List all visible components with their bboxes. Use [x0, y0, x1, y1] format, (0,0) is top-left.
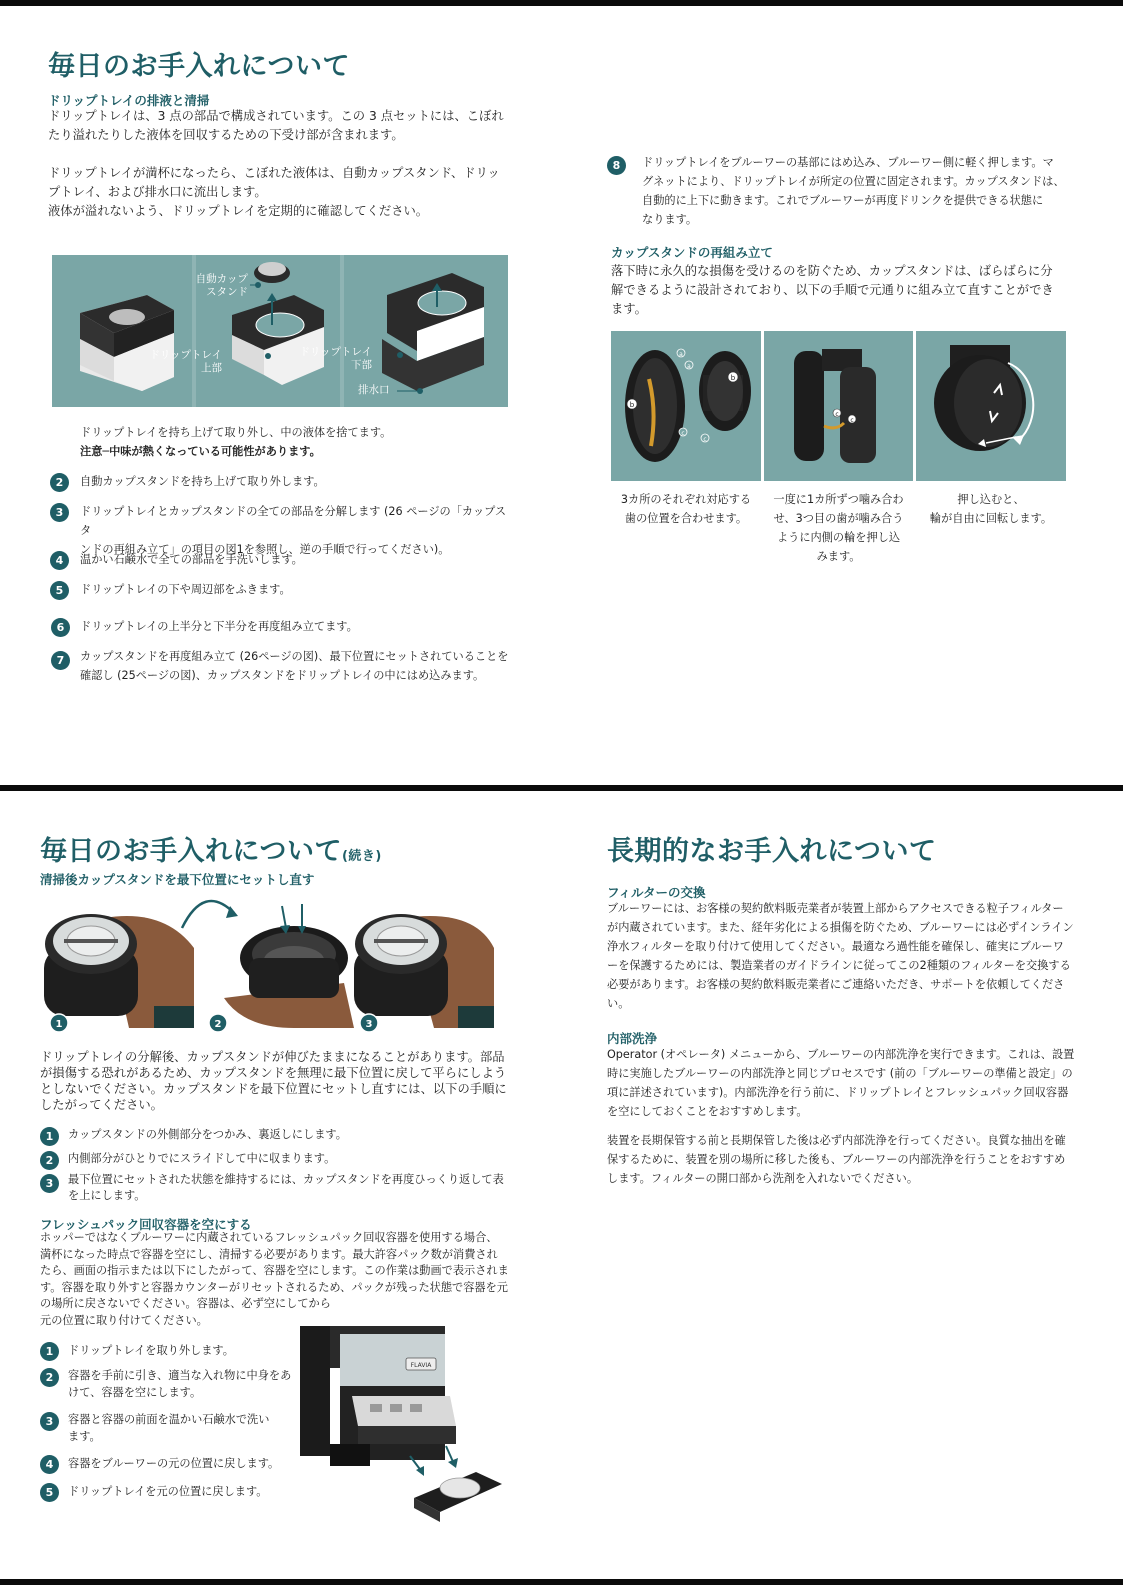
- mark-c: c: [703, 436, 707, 443]
- text-line: 必要があります。お客様の契約飲料販売業者にご連絡いただき、サポートを依頼してくださ: [607, 978, 1065, 991]
- cup-stand-rotate-illustration: [916, 331, 1066, 481]
- text-line: みます。: [816, 550, 861, 563]
- freshpack-step-5-text: [68, 1482, 267, 1501]
- text-line: 内側部分がひとりでにスライドして中に収まります。: [68, 1152, 336, 1165]
- text-line: ドリップトレイとカップスタンドの全ての部品を分解します (26 ページの「カップスタ: [80, 505, 507, 537]
- step-1: [80, 423, 510, 461]
- step-number-badge: 7: [51, 651, 70, 670]
- drip-tray-intro: [48, 107, 518, 145]
- auto-cup-stand-label: [180, 273, 248, 299]
- hot-contents-warning: 注意─中味が熱くなっている可能性があります。: [80, 445, 321, 458]
- step-2-text: [80, 472, 325, 491]
- text-line: 浄水フィルターを取り付けて使用してください。最適なろ過性能を確保し、確実にブルーワ: [607, 940, 1064, 953]
- text-line: 容器をブルーワーの元の位置に戻します。: [68, 1457, 280, 1470]
- title-suffix: (続き): [341, 849, 382, 864]
- label-line: 下部: [351, 359, 372, 371]
- text-line: ーを保護するためには、製造業者のガイドラインに従ってこの2種類のフィルターを交換する: [607, 959, 1071, 972]
- mark-a: a: [679, 351, 683, 358]
- freshpack-step-1-text: [68, 1341, 234, 1360]
- drip-tray-heading: ドリップトレイの排液と清掃: [48, 93, 210, 108]
- text-line: 輪が自由に回転します。: [929, 512, 1053, 525]
- reset-step-1-text: [68, 1125, 347, 1144]
- drip-tray-upper-label: [148, 349, 222, 375]
- brewer-container-figure: [300, 1326, 510, 1526]
- reassembly-caption-2: [764, 490, 913, 566]
- text-line: ます。: [68, 1430, 101, 1443]
- page-title-continued: [40, 829, 382, 868]
- step-number-badge: 1: [40, 1127, 59, 1146]
- text-line: 落下時に永久的な損傷を受けるのを防ぐため、カップスタンドは、ばらばらに分: [611, 264, 1053, 278]
- label-line: スタンド: [206, 286, 248, 298]
- text-line: せ、3つ目の歯が噛み合う: [773, 512, 904, 525]
- freshpack-step-4-text: [68, 1454, 279, 1473]
- text-line: ドリップトレイの分解後、カップスタンドが伸びたままになることがあります。部品: [40, 1050, 505, 1064]
- text-line: 液体が溢れないよう、ドリップトレイを定期的に確認してください。: [48, 204, 429, 218]
- step-number-badge: 8: [607, 156, 626, 175]
- text-line: 自動カップスタンドを持ち上げて取り外します。: [80, 475, 325, 488]
- step-number-badge: 3: [40, 1174, 59, 1193]
- step-4-text: [80, 550, 303, 569]
- step-number-badge: 5: [40, 1483, 59, 1502]
- text-line: ドリップトレイの上半分と下半分を再度組み立てます。: [80, 620, 358, 633]
- text-line: す。容器を取り外すと容器カウンターがリセットされるため、パックが残った状態で容器を元: [40, 1280, 508, 1294]
- reassembly-caption-1: [611, 490, 761, 528]
- text-line: 歯の位置を合わせます。: [624, 512, 748, 525]
- text-line: ます。: [611, 302, 647, 316]
- text-line: が内蔵されています。また、経年劣化による損傷を防ぐため、ブルーワーには必ずインライン: [607, 921, 1074, 934]
- step-8-text: [642, 153, 1072, 229]
- text-line: としないでください。カップスタンドを最下位置にセットし直すには、以下の手順に: [40, 1082, 507, 1096]
- reassembly-figure-engage: [764, 331, 913, 481]
- text-line: たり溢れたりした液体を回収するための下受け部が含まれます。: [48, 128, 404, 142]
- mark-c: c: [681, 430, 685, 437]
- text-line: 項に詳述されています)。内部洗浄を行う前に、ドリップトレイとフレッシュパック回収容器: [607, 1086, 1069, 1099]
- label-line: ドリップトレイ: [149, 349, 222, 361]
- reassembly-caption-3: [916, 490, 1066, 528]
- step-number-badge: 3: [50, 503, 69, 522]
- text-line: 元の位置に取り付けてください。: [40, 1313, 208, 1327]
- text-line: 容器を手前に引き、適当な入れ物に中身をあ: [68, 1369, 292, 1382]
- text-line: ホッパーではなくブルーワーに内蔵されているフレッシュパック回収容器を使用する場合、: [40, 1231, 498, 1244]
- text-line: ドリップトレイを取り外します。: [68, 1344, 234, 1357]
- text-line: けて、容器を空にします。: [68, 1386, 202, 1399]
- text-line: を上にします。: [68, 1189, 146, 1202]
- step-number-badge: 2: [40, 1368, 59, 1387]
- internal-rinse-text: [607, 1045, 1087, 1121]
- figure-number-3: 3: [365, 1019, 373, 1030]
- freshpack-heading: フレッシュパック回収容器を空にする: [40, 1217, 252, 1232]
- text-line: ドリップトレイは、3 点の部品で構成されています。この 3 点セットには、こぼれ: [48, 109, 504, 123]
- mark-b: b: [730, 374, 736, 382]
- text-line: 満杯になった時点で容器を空にし、清掃する必要があります。最大許容パック数が消費され: [40, 1247, 498, 1261]
- text-line: ように内側の輪を押し込: [776, 531, 901, 544]
- drip-tray-lower-label: [298, 346, 372, 372]
- reset-illustration: [44, 888, 504, 1034]
- label-line: 上部: [201, 362, 222, 374]
- text-line: ブルーワーには、お客様の契約飲料販売業者が装置上部からアクセスできる粒子フィルター: [607, 902, 1064, 915]
- step-number-badge: 3: [40, 1412, 59, 1431]
- text-line: 押し込むと、: [957, 493, 1025, 506]
- step-number-badge: 5: [50, 581, 69, 600]
- text-line: 保するために、装置を別の場所に移した後も、ブルーワーの内部洗浄を行うことをおすすめ: [607, 1153, 1066, 1166]
- reassembly-heading: カップスタンドの再組み立て: [611, 245, 773, 260]
- internal-rinse-heading: 内部洗浄: [607, 1031, 658, 1046]
- brewer-logo: FLAVIA: [410, 1362, 432, 1369]
- page-top-rule: [0, 0, 1123, 6]
- text-line: たら、画面の指示または以下にしたがって、容器を空にします。この作業は動画で表示されま: [40, 1264, 509, 1277]
- page-bottom-rule: [0, 1579, 1123, 1585]
- text-line: します。フィルターの開口部から洗剤を入れないでください。: [607, 1172, 919, 1185]
- text-line: ドリップトレイの下や周辺部をふきます。: [80, 583, 291, 596]
- text-line: ドリップトレイを元の位置に戻します。: [68, 1485, 268, 1498]
- text-line: 自動的に上下に動きます。これでブルーワーが再度ドリンクを提供できる状態に: [642, 194, 1044, 207]
- text-line: が損傷する恐れがあるため、カップスタンドを無理に最下位置に戻して平らにしよう: [40, 1066, 507, 1080]
- freshpack-step-2-text: [68, 1367, 291, 1401]
- text-line: 3カ所のそれぞれ対応する: [620, 493, 752, 506]
- text-line: 温かい石鹸水で全ての部品を手洗いします。: [80, 553, 303, 566]
- drip-tray-exploded-figure: [52, 255, 508, 407]
- text-line: Operator (オペレータ) メニューから、ブルーワーの内部洗浄を実行できます。これは、設置: [607, 1048, 1075, 1061]
- text-line: グネットにより、ドリップトレイが所定の位置に固定されます。カップスタンドは、: [642, 175, 1065, 188]
- figure-number-2: 2: [214, 1019, 222, 1030]
- step-number-badge: 1: [40, 1342, 59, 1361]
- storage-rinse-text: [607, 1131, 1087, 1188]
- freshpack-intro: [40, 1230, 520, 1329]
- text-line: 容器と容器の前面を温かい石鹸水で洗い: [68, 1413, 270, 1426]
- drain-label: 排水口: [358, 384, 390, 396]
- step-7-text: [80, 647, 520, 685]
- label-line: ドリップトレイ: [299, 346, 372, 358]
- page-title: 毎日のお手入れについて: [48, 51, 350, 82]
- text-line: なります。: [642, 213, 698, 226]
- step-number-badge: 6: [51, 618, 70, 637]
- title-text: 毎日のお手入れについて: [40, 836, 342, 867]
- page-divider-rule: [0, 785, 1123, 791]
- step-number-badge: 2: [40, 1151, 59, 1170]
- reset-intro: [40, 1049, 520, 1113]
- text-line: プトレイ、および排水口に流出します。: [48, 185, 267, 199]
- step-number-badge: 4: [50, 551, 69, 570]
- mark-c: c: [850, 417, 854, 424]
- text-line: ドリップトレイをブルーワーの基部にはめ込み、ブルーワー側に軽く押します。マ: [642, 156, 1054, 169]
- step-number-badge: 4: [40, 1455, 59, 1474]
- filter-text: [607, 899, 1087, 1013]
- brewer-illustration: [300, 1326, 510, 1526]
- text-line: い。: [607, 997, 630, 1010]
- text-line: 最下位置にセットされた状態を維持するには、カップスタンドを再度ひっくり返して表: [68, 1173, 504, 1186]
- drip-tray-illustration: [52, 255, 508, 407]
- cup-stand-engage-illustration: [764, 331, 913, 481]
- text-line: ンドの再組み立て」の項目の図1を参照し、逆の手順で行ってください)。: [80, 543, 450, 556]
- reset-step-2-text: [68, 1149, 335, 1168]
- text-line: 確認し (25ページの図)、カップスタンドをドリップトレイの中にはめ込みます。: [80, 669, 485, 682]
- text-line: の場所に戻さないでください。容器は、必ず空にしてから: [40, 1297, 331, 1310]
- text-line: 時に実施したブルーワーの内部洗浄と同じプロセスです (前の「ブルーワーの準備と設定」の: [607, 1067, 1073, 1080]
- step-number-badge: 2: [50, 473, 69, 492]
- freshpack-step-3-text: [68, 1411, 269, 1445]
- longterm-care-title: 長期的なお手入れについて: [607, 836, 937, 867]
- reassembly-figure-rotate: [916, 331, 1066, 481]
- mark-c: c: [835, 411, 839, 418]
- text-line: 装置を長期保管する前と長期保管した後は必ず内部洗浄を行ってください。良質な抽出を確: [607, 1134, 1066, 1147]
- filter-heading: フィルターの交換: [607, 885, 706, 900]
- text-line: したがってください。: [40, 1098, 163, 1112]
- step-text: ドリップトレイを持ち上げて取り外し、中の液体を捨てます。: [80, 426, 392, 439]
- cup-stand-align-illustration: [611, 331, 761, 481]
- text-line: 一度に1カ所ずつ噛み合わ: [773, 493, 904, 506]
- reassembly-intro: [611, 262, 1081, 319]
- text-line: カップスタンドの外側部分をつかみ、裏返しにします。: [68, 1128, 347, 1141]
- mark-b: b: [629, 401, 635, 409]
- drip-tray-overflow-text: [48, 164, 518, 221]
- figure-number-1: 1: [55, 1019, 63, 1030]
- step-6-text: [80, 617, 358, 636]
- mark-a: a: [687, 363, 691, 370]
- reset-step-3-text: [68, 1172, 518, 1204]
- text-line: ドリップトレイが満杯になったら、こぼれた液体は、自動カップスタンド、ドリッ: [48, 166, 500, 180]
- label-line: 自動カップ: [195, 273, 248, 285]
- reassembly-figure-align: [611, 331, 761, 481]
- reset-heading: 清掃後カップスタンドを最下位置にセットし直す: [40, 872, 315, 887]
- text-line: カップスタンドを再度組み立て (26ページの図)、最下位置にセットされていることを: [80, 650, 509, 663]
- step-5-text: [80, 580, 291, 599]
- text-line: 解できるように設計されており、以下の手順で元通りに組み立て直すことができ: [611, 283, 1054, 297]
- reset-cup-stand-figure: [44, 888, 504, 1034]
- text-line: を空にしておくことをおすすめします。: [607, 1105, 808, 1118]
